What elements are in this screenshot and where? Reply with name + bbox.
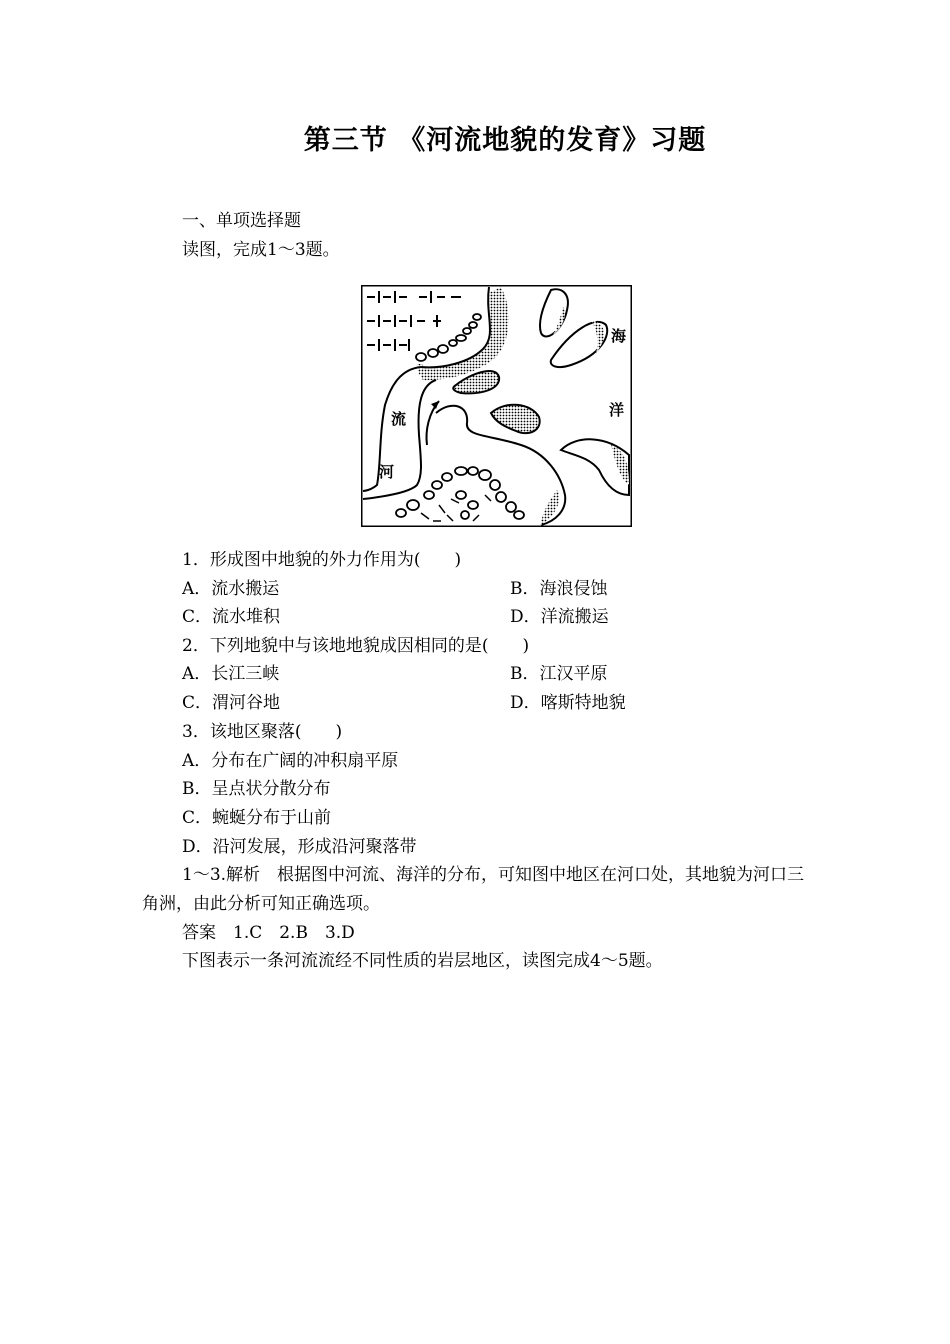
- delta-map-figure: [361, 285, 632, 527]
- map-label-yang: 洋: [609, 401, 625, 419]
- question-2-option-d: D．喀斯特地貌: [510, 693, 626, 713]
- question-3-option-c: C．蜿蜒分布于山前: [182, 808, 332, 828]
- question-3-option-b: B．呈点状分散分布: [182, 779, 331, 799]
- question-1-stem: 1．形成图中地貌的外力作用为( ): [182, 550, 462, 570]
- question-2-stem: 2．下列地貌中与该地地貌成因相同的是( ): [182, 636, 530, 656]
- map-label-he: 河: [379, 463, 395, 481]
- page-title: 第三节 《河流地貌的发育》习题: [303, 125, 707, 156]
- analysis-paragraph: 1～3.解析 根据图中河流、海洋的分布，可知图中地区在河口处，其地貌为河口三角洲，由此分析可知正确选项。: [142, 865, 805, 914]
- question-2-option-c: C．渭河谷地: [182, 693, 281, 713]
- question-2-option-a: A．长江三峡: [182, 664, 280, 684]
- section-heading: 一、单项选择题: [182, 211, 301, 231]
- question-3-option-d: D．沿河发展，形成沿河聚落带: [182, 837, 417, 857]
- question-3-option-a: A．分布在广阔的冲积扇平原: [182, 751, 399, 771]
- intro-text: 读图，完成1～3题。: [182, 240, 340, 260]
- question-2-option-b: B．江汉平原: [510, 664, 608, 684]
- question-1-option-c: C．流水堆积: [182, 607, 281, 627]
- question-1-option-d: D．洋流搬运: [510, 607, 609, 627]
- answer-line: 答案 1.C 2.B 3.D: [182, 923, 355, 943]
- question-1-option-a: A．流水搬运: [182, 579, 280, 599]
- map-label-hai: 海: [611, 327, 627, 345]
- question-3-stem: 3．该地区聚落( ): [182, 722, 343, 742]
- question-1-option-b: B．海浪侵蚀: [510, 579, 608, 599]
- intro-text-2: 下图表示一条河流流经不同性质的岩层地区，读图完成4～5题。: [182, 951, 663, 971]
- map-label-liu: 流: [391, 410, 407, 428]
